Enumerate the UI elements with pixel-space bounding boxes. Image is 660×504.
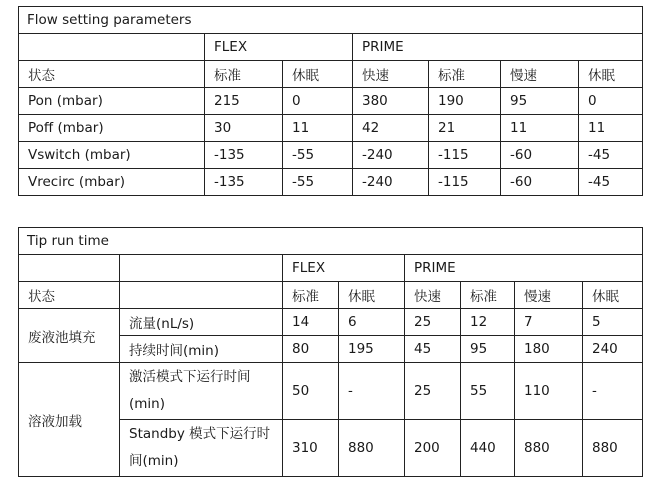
- header-cell: 休眠: [283, 61, 353, 88]
- group-header-prime: PRIME: [405, 255, 643, 282]
- header-cell: 标准: [429, 61, 501, 88]
- value-cell: 195: [339, 336, 405, 363]
- row-label: Vswitch (mbar): [19, 142, 205, 169]
- tip-run-time-table: [18, 227, 643, 477]
- column-header-row: [19, 282, 643, 309]
- value-cell: -115: [429, 142, 501, 169]
- row-label: Standby 模式下运行时间(min): [120, 420, 283, 477]
- value-cell: 21: [429, 115, 501, 142]
- value-cell: 6: [339, 309, 405, 336]
- value-cell: 12: [461, 309, 515, 336]
- value-cell: 200: [405, 420, 461, 477]
- value-cell: 310: [283, 420, 339, 477]
- row-label: 激活模式下运行时间(min): [120, 363, 283, 420]
- row-label: Poff (mbar): [19, 115, 205, 142]
- value-cell: 42: [353, 115, 429, 142]
- group-header-flex: FLEX: [283, 255, 405, 282]
- header-cell: 慢速: [501, 61, 579, 88]
- value-cell: 880: [339, 420, 405, 477]
- value-cell: -55: [283, 169, 353, 196]
- table-row: [19, 142, 643, 169]
- header-cell: [120, 282, 283, 309]
- value-cell: -45: [579, 142, 643, 169]
- value-cell: 11: [501, 115, 579, 142]
- column-header-row: [19, 61, 643, 88]
- group-header-flex: FLEX: [205, 34, 353, 61]
- value-cell: 95: [501, 88, 579, 115]
- value-cell: 25: [405, 309, 461, 336]
- header-cell: 标准: [205, 61, 283, 88]
- value-cell: 215: [205, 88, 283, 115]
- value-cell: 240: [583, 336, 643, 363]
- value-cell: 110: [515, 363, 583, 420]
- header-cell: 快速: [405, 282, 461, 309]
- value-cell: -135: [205, 142, 283, 169]
- group-header-prime: PRIME: [353, 34, 643, 61]
- value-cell: -55: [283, 142, 353, 169]
- header-cell: 休眠: [579, 61, 643, 88]
- header-cell: 标准: [461, 282, 515, 309]
- table-row: [19, 363, 643, 420]
- value-cell: -60: [501, 169, 579, 196]
- table-row: [19, 88, 643, 115]
- value-cell: 55: [461, 363, 515, 420]
- value-cell: 14: [283, 309, 339, 336]
- value-cell: 30: [205, 115, 283, 142]
- value-cell: -135: [205, 169, 283, 196]
- value-cell: 880: [583, 420, 643, 477]
- header-cell: 休眠: [339, 282, 405, 309]
- empty-cell: [120, 255, 283, 282]
- row-label: 持续时间(min): [120, 336, 283, 363]
- value-cell: -240: [353, 169, 429, 196]
- header-cell: 快速: [353, 61, 429, 88]
- value-cell: -45: [579, 169, 643, 196]
- empty-cell: [19, 34, 205, 61]
- value-cell: 5: [583, 309, 643, 336]
- value-cell: -115: [429, 169, 501, 196]
- table-title: Tip run time: [19, 228, 643, 255]
- header-cell: 状态: [19, 282, 120, 309]
- row-label: Vrecirc (mbar): [19, 169, 205, 196]
- value-cell: 0: [579, 88, 643, 115]
- value-cell: 11: [579, 115, 643, 142]
- header-cell: 状态: [19, 61, 205, 88]
- table-row: [19, 309, 643, 336]
- value-cell: 11: [283, 115, 353, 142]
- value-cell: 380: [353, 88, 429, 115]
- header-cell: 慢速: [515, 282, 583, 309]
- row-label: 流量(nL/s): [120, 309, 283, 336]
- value-cell: -240: [353, 142, 429, 169]
- group-label-waste: 废液池填充: [19, 309, 120, 363]
- empty-cell: [19, 255, 120, 282]
- value-cell: 440: [461, 420, 515, 477]
- value-cell: 7: [515, 309, 583, 336]
- group-label-load: 溶液加载: [19, 363, 120, 477]
- value-cell: 180: [515, 336, 583, 363]
- flow-setting-table: [18, 6, 643, 196]
- value-cell: 880: [515, 420, 583, 477]
- row-label: Pon (mbar): [19, 88, 205, 115]
- value-cell: 45: [405, 336, 461, 363]
- value-cell: -: [339, 363, 405, 420]
- table-row: [19, 169, 643, 196]
- value-cell: -60: [501, 142, 579, 169]
- value-cell: 25: [405, 363, 461, 420]
- value-cell: 190: [429, 88, 501, 115]
- table-title: Flow setting parameters: [19, 7, 643, 34]
- value-cell: 50: [283, 363, 339, 420]
- value-cell: 95: [461, 336, 515, 363]
- value-cell: 0: [283, 88, 353, 115]
- header-cell: 标准: [283, 282, 339, 309]
- value-cell: 80: [283, 336, 339, 363]
- table-row: [19, 115, 643, 142]
- value-cell: -: [583, 363, 643, 420]
- header-cell: 休眠: [583, 282, 643, 309]
